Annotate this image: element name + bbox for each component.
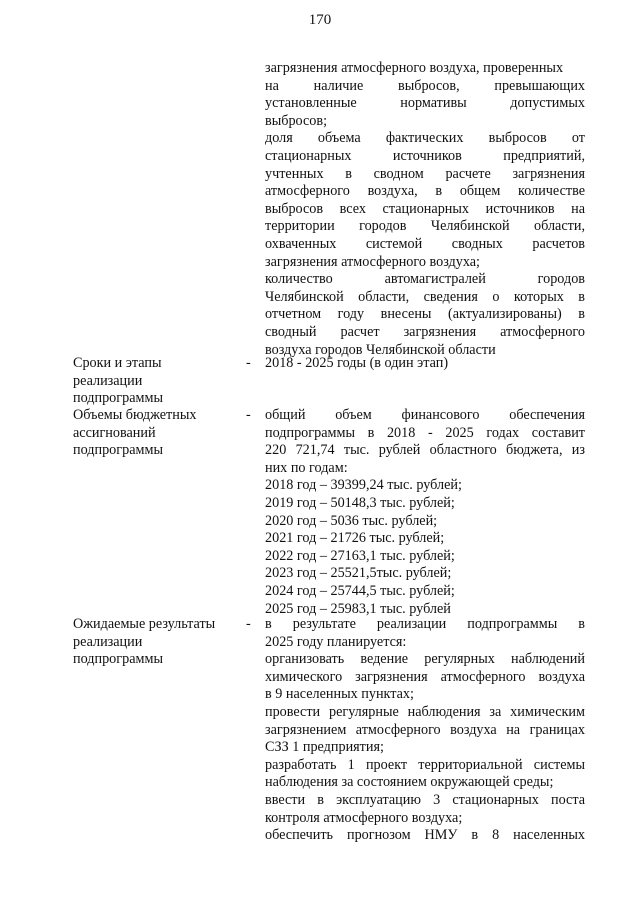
text-line: выбросов; — [265, 112, 328, 129]
text-line: 2018 - 2025 годы (в один этап) — [265, 355, 449, 371]
text-line: обеспечить прогнозом НМУ в 8 населенных — [265, 827, 585, 844]
section-label — [73, 407, 233, 460]
label-line: подпрограммы — [73, 651, 163, 668]
text-line: загрязнением атмосферного воздуха на границах — [265, 721, 585, 738]
text-line: организовать ведение регулярных наблюдений — [265, 651, 585, 668]
text-line: доля объема фактических выбросов от — [265, 130, 585, 147]
text-line: отчетном году внесены (актуализированы) в — [265, 306, 585, 323]
intro-text — [265, 60, 585, 359]
text-line: 2019 год – 50148,3 тыс. рублей; — [265, 494, 455, 511]
text-line: 2024 год – 25744,5 тыс. рублей; — [265, 582, 455, 599]
text-line: разработать 1 проект территориальной системы — [265, 756, 585, 773]
label-line: ассигнований — [73, 424, 156, 441]
page-number: 170 — [308, 12, 332, 28]
text-line: Челябинской области, сведения о которых в — [265, 288, 585, 305]
text-line: воздуха городов Челябинской области — [265, 341, 496, 358]
text-line: наблюдения за состоянием окружающей среды; — [265, 774, 554, 791]
label-line: реализации — [73, 372, 143, 389]
text-line: них по годам: — [265, 459, 348, 476]
text-line: общий объем финансового обеспечения — [265, 407, 585, 423]
section-text — [265, 355, 585, 373]
text-line: 220 721,74 тыс. рублей областного бюджета, из — [265, 442, 585, 459]
text-line: на наличие выбросов, превышающих — [265, 77, 585, 94]
label-line: Сроки и этапы — [73, 355, 162, 371]
text-line: учтенных в сводном расчете загрязнения — [265, 165, 585, 182]
text-line: 2018 год – 39399,24 тыс. рублей; — [265, 477, 462, 494]
section-text — [265, 616, 585, 845]
text-line: сводный расчет загрязнения атмосферного — [265, 323, 585, 340]
text-line: 2023 год – 25521,5тыс. рублей; — [265, 565, 452, 582]
text-line: 2025 год – 25983,1 тыс. рублей — [265, 600, 451, 617]
text-line: 2020 год – 5036 тыс. рублей; — [265, 512, 438, 529]
section-dash: - — [246, 407, 251, 423]
text-line: в результате реализации подпрограммы в — [265, 616, 585, 632]
text-line: в 9 населенных пунктах; — [265, 686, 414, 703]
text-line: выбросов всех стационарных источников на — [265, 200, 585, 217]
text-line: количество автомагистралей городов — [265, 271, 585, 288]
label-line: Объемы бюджетных — [73, 407, 197, 423]
text-line: 2025 году планируется: — [265, 633, 407, 650]
text-line: химического загрязнения атмосферного воздуха — [265, 668, 585, 685]
text-line: 2021 год – 21726 тыс. рублей; — [265, 530, 445, 547]
label-line: реализации — [73, 633, 143, 650]
section-text — [265, 407, 585, 618]
label-line: подпрограммы — [73, 390, 163, 407]
text-line: СЗЗ 1 предприятия; — [265, 739, 384, 756]
text-line: загрязнения атмосферного воздуха, проверенных — [265, 60, 564, 76]
section-dash: - — [246, 616, 251, 632]
text-line: атмосферного воздуха, в общем количестве — [265, 183, 585, 200]
label-line: Ожидаемые результаты — [73, 616, 216, 632]
text-line: ввести в эксплуатацию 3 стационарных поста — [265, 791, 585, 808]
text-line: установленные нормативы допустимых — [265, 95, 585, 112]
label-line: подпрограммы — [73, 442, 163, 459]
section-label — [73, 616, 233, 669]
text-line: провести регулярные наблюдения за химическим — [265, 703, 585, 720]
text-line: 2022 год – 27163,1 тыс. рублей; — [265, 547, 455, 564]
text-line: контроля атмосферного воздуха; — [265, 809, 463, 826]
text-line: охваченных системой сводных расчетов — [265, 235, 585, 252]
text-line: подпрограммы в 2018 - 2025 годах составит — [265, 424, 585, 441]
text-line: загрязнения атмосферного воздуха; — [265, 253, 480, 270]
section-dash: - — [246, 355, 251, 371]
section-label — [73, 355, 233, 408]
text-line: территории городов Челябинской области, — [265, 218, 585, 235]
text-line: стационарных источников предприятий, — [265, 147, 585, 164]
